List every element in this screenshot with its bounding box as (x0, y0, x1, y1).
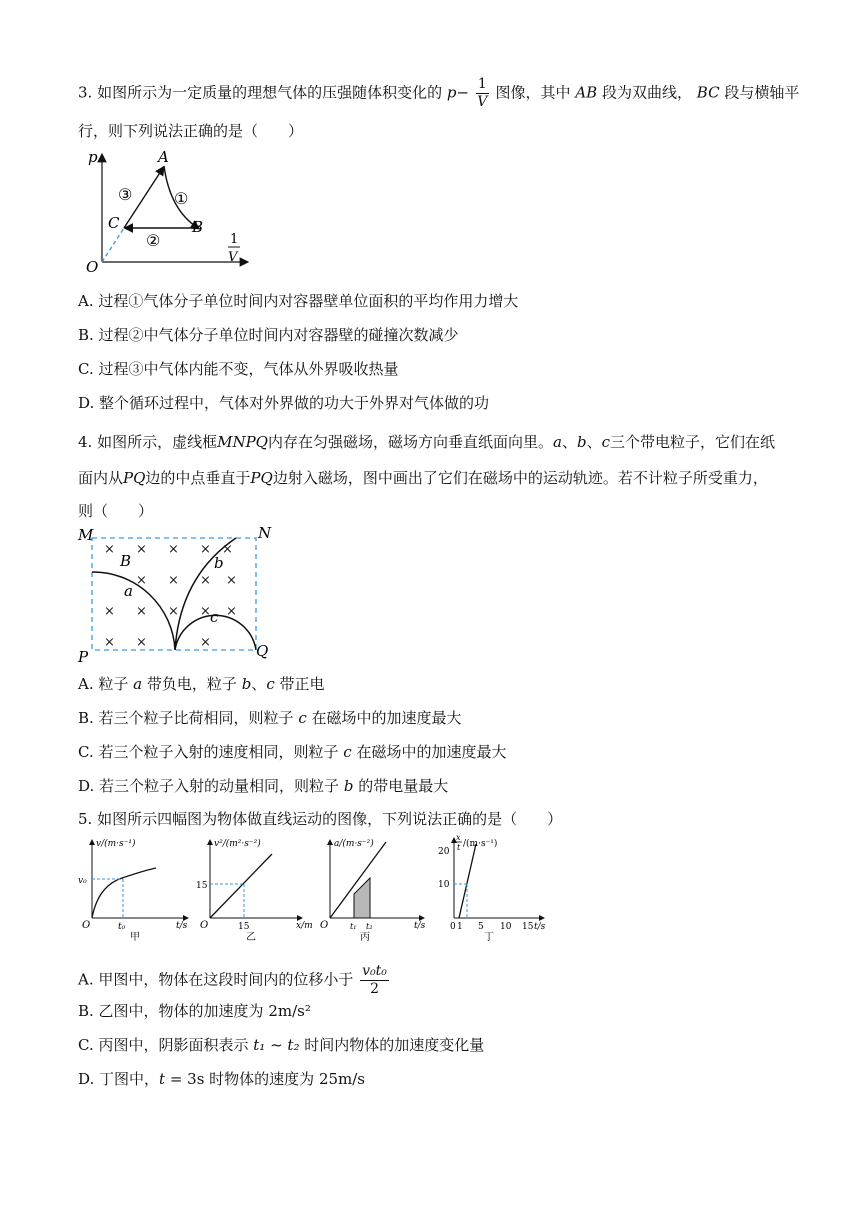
q3-option-b[interactable]: B. 过程②中气体分子单位时间内对容器壁的碰撞次数减少 (78, 326, 459, 344)
q5-yi-caption: 乙 (246, 932, 256, 943)
q3-fig-origin: O (86, 258, 99, 276)
q4-fig-a-label: a (124, 582, 133, 600)
q5-ding-ylabel-unit: /(m·s⁻¹) (463, 839, 498, 849)
q4-opt-b-v1: c (298, 709, 307, 727)
q5-jia-origin: O (82, 920, 91, 931)
q5-ding-xtick-5: 5 (478, 922, 484, 932)
q5-graph-ding (430, 830, 554, 944)
q5-ding-ylabel-num: x (456, 833, 461, 842)
q4-fig-b-label: b (214, 554, 224, 572)
q4-stem-c: 三个带电粒子，它们在纸 (609, 433, 775, 451)
q4-opt-c-pre: C. 若三个粒子入射的速度相同，则粒子 (78, 743, 339, 761)
q5-opt-c-t: t₁ ~ t₂ (253, 1036, 300, 1054)
q4-opt-a-mid2: 、 (251, 675, 267, 693)
q5-ding-xtick-10: 10 (500, 922, 512, 932)
q5-opt-c-pre: C. 丙图中，阴影面积表示 (78, 1036, 249, 1054)
q4-opt-c-post: 在磁场中的加速度最大 (356, 743, 507, 761)
q5-opt-d-post: = 3s 时物体的速度为 25m/s (165, 1070, 366, 1088)
q3-frac-den: V (477, 94, 488, 110)
q5-option-b[interactable]: B. 乙图中，物体的加速度为 2m/s² (78, 1002, 311, 1020)
q4-b: b (576, 433, 587, 451)
q3-fig-x-den: V (228, 250, 238, 265)
q4-cross: × (200, 635, 211, 650)
q3-stem-line2: 行，则下列说法正确的是（ ） (78, 122, 304, 140)
q4-PQ2: PQ (250, 469, 273, 487)
q3-dashed-line (102, 228, 124, 262)
q5-bing-origin: O (320, 920, 329, 931)
q5-yi-xtick: 15 (238, 922, 250, 932)
q5-opt-d-pre: D. 丁图中， (78, 1070, 160, 1088)
q4-sep2: 、 (586, 433, 602, 451)
q4-stem-e: 边的中点垂直于 (145, 469, 251, 487)
q5-stem: 5. 如图所示四幅图为物体做直线运动的图像，下列说法正确的是（ ） (78, 810, 563, 828)
q5-ding-xtick-0: 0 (450, 922, 456, 932)
q4-option-a[interactable] (78, 673, 325, 694)
q3-option-c[interactable]: C. 过程③中气体内能不变，气体从外界吸收热量 (78, 360, 399, 378)
q3-stem-text-d: 段与横轴平 (724, 83, 800, 102)
q3-fig-process-3: ③ (118, 185, 133, 204)
q5-bing-shaded-area (354, 878, 370, 918)
q5-opt-d-t: t (159, 1070, 166, 1088)
q4-option-c[interactable] (78, 741, 506, 762)
q4-cross: × (200, 542, 211, 557)
q5-yi-ylabel: v²/(m²·s⁻²) (214, 839, 261, 849)
q3-stem-text: 3. 如图所示为一定质量的理想气体的压强随体积变化的 (78, 83, 443, 102)
q4-cross: × (104, 604, 115, 619)
q5-yi-origin: O (200, 920, 209, 931)
q5-ding-xtick-15: 15 (522, 922, 534, 932)
q4-opt-d-pre: D. 若三个粒子入射的动量相同，则粒子 (78, 777, 340, 795)
q5-yi-line (210, 854, 272, 918)
q5-bing-xtick2: t₂ (366, 922, 373, 931)
q4-cross: × (168, 604, 179, 619)
q3-option-a[interactable]: A. 过程①气体分子单位时间内对容器壁单位面积的平均作用力增大 (78, 292, 519, 310)
q4-opt-a-v3: c (266, 675, 275, 693)
q4-cross: × (136, 542, 147, 557)
q4-cross: × (226, 573, 237, 588)
q5-yi-ytick: 15 (196, 881, 208, 891)
q5-jia-ylabel: v/(m·s⁻¹) (96, 839, 136, 849)
q5-bing-xlabel: t/s (414, 921, 426, 931)
q4-stem-line3: 则（ ） (78, 502, 154, 520)
q5-option-a[interactable] (78, 963, 391, 998)
q4-c: c (601, 433, 610, 451)
q4-option-d[interactable] (78, 775, 448, 796)
q4-cross: × (136, 604, 147, 619)
q3-frac-num: 1 (477, 76, 487, 92)
q5-opt-a-num: v₀t₀ (362, 963, 387, 979)
q5-yi-xlabel: x/m (296, 921, 313, 931)
q4-fig-Q: Q (256, 642, 269, 660)
q5-bing-caption: 丙 (360, 932, 370, 943)
q4-cross: × (168, 573, 179, 588)
q4-cross: × (200, 573, 211, 588)
q3-fig-A: A (158, 148, 169, 166)
q4-cross: × (104, 542, 115, 557)
q4-a: a (552, 433, 562, 451)
q5-graph-jia (78, 834, 198, 944)
q3-fig-process-2: ② (146, 231, 161, 250)
q5-ding-ytick-20: 20 (438, 847, 450, 857)
q3-p-symbol: p (446, 83, 457, 102)
q5-opt-a-pre: A. 甲图中，物体在这段时间内的位移小于 (78, 970, 354, 989)
q5-ding-xlabel: t/s (534, 922, 546, 932)
q4-cross: × (222, 542, 233, 557)
q5-bing-xtick1: t₁ (350, 922, 357, 931)
q4-fig-B: B (120, 552, 132, 570)
q3-BC: BC (696, 83, 720, 102)
q5-opt-a-fraction (360, 963, 389, 998)
q3-fig-x-num: 1 (230, 232, 239, 247)
q4-cross: × (168, 542, 179, 557)
q4-opt-a-v1: a (133, 675, 143, 693)
q4-cross: × (104, 635, 115, 650)
q5-jia-caption: 甲 (130, 932, 140, 943)
q4-stem-b: 内存在匀强磁场，磁场方向垂直纸面向里。 (267, 433, 553, 451)
q4-opt-c-v1: c (343, 743, 352, 761)
q3-fig-C: C (108, 214, 120, 232)
q3-stem-text-c: 段为双曲线， (601, 83, 692, 102)
q3-pv-diagram (78, 146, 258, 276)
q4-PQ1: PQ (123, 469, 146, 487)
q4-opt-d-v1: b (343, 777, 354, 795)
q4-opt-a-pre: A. 粒子 (78, 675, 129, 693)
q4-stem-a: 4. 如图所示，虚线框 (78, 433, 218, 451)
q4-opt-a-post: 带正电 (279, 675, 325, 693)
q4-fig-N: N (258, 524, 272, 542)
q4-magnetic-field-diagram (76, 524, 276, 664)
q5-ding-xtick-1: 1 (457, 922, 463, 932)
q4-cross: × (136, 573, 147, 588)
q3-fig-process-1: ① (174, 189, 189, 208)
q4-stem-d: 面内从 (78, 469, 124, 487)
q5-jia-xlabel: t/s (176, 921, 188, 931)
q3-option-d[interactable]: D. 整个循环过程中，气体对外界做的功大于外界对气体做的功 (78, 394, 490, 412)
q5-ding-ylabel-den: t (457, 843, 461, 852)
q4-cross: × (226, 604, 237, 619)
q4-opt-b-pre: B. 若三个粒子比荷相同，则粒子 (78, 709, 294, 727)
q4-option-b[interactable] (78, 707, 462, 728)
q5-jia-xtick: t₀ (118, 922, 126, 932)
q5-opt-a-den: 2 (370, 981, 379, 997)
q4-stem-line2 (78, 467, 768, 488)
q3-fig-B: B (192, 218, 204, 236)
q5-graph-yi (196, 834, 316, 944)
q3-AB: AB (575, 83, 598, 102)
q4-fig-M: M (78, 526, 94, 544)
q3-fraction (476, 76, 489, 111)
q5-jia-curve (92, 868, 156, 918)
q5-option-d[interactable] (78, 1068, 365, 1089)
q4-cross: × (136, 635, 147, 650)
q3-stem-text-b: 图像，其中 (495, 83, 571, 102)
q4-fig-c-label: c (210, 608, 219, 626)
q4-opt-a-v2: b (241, 675, 252, 693)
q5-graph-bing (316, 834, 436, 944)
q3-stem-line1 (78, 76, 799, 111)
q4-MNPQ: MNPQ (217, 433, 268, 451)
q5-ding-caption: 丁 (484, 932, 494, 943)
q4-cross: × (200, 604, 211, 619)
q5-bing-ylabel: a/(m·s⁻²) (334, 839, 374, 849)
q3-minus: − (456, 83, 470, 102)
q4-fig-P: P (78, 648, 89, 664)
q4-opt-d-post: 的带电量最大 (358, 777, 449, 795)
q4-sep1: 、 (561, 433, 577, 451)
q5-ding-ytick-10: 10 (438, 880, 450, 890)
q3-fig-p-label: p (88, 148, 98, 166)
q4-stem-f: 边射入磁场，图中画出了它们在磁场中的运动轨迹。若不计粒子所受重力， (272, 469, 768, 487)
q4-opt-b-post: 在磁场中的加速度最大 (311, 709, 462, 727)
q5-jia-ytick: v₀ (78, 876, 87, 886)
q5-option-c[interactable] (78, 1034, 484, 1055)
q5-opt-c-post: 时间内物体的加速度变化量 (304, 1036, 485, 1054)
q4-opt-a-mid: 带负电，粒子 (146, 675, 237, 693)
q4-stem-line1 (78, 431, 775, 452)
